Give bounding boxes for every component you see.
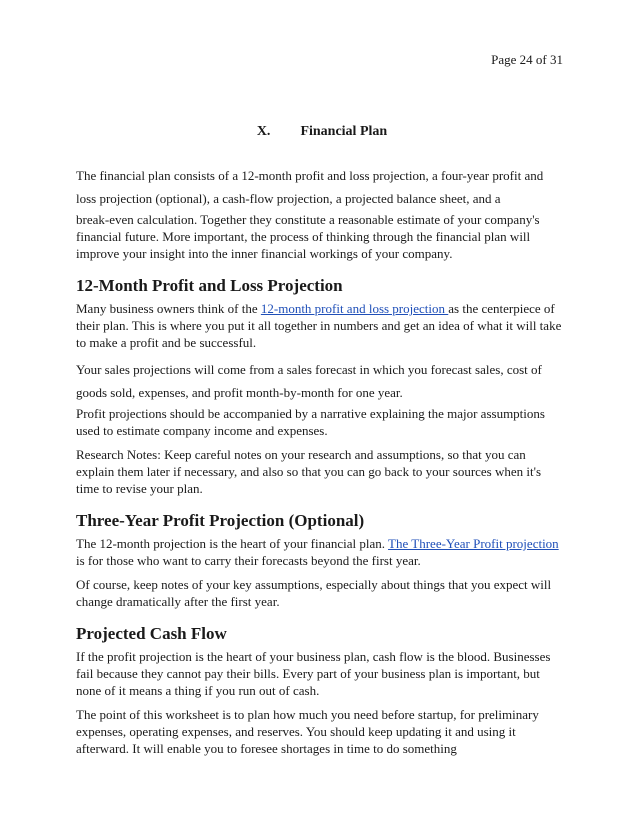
section-number: X. <box>256 124 271 139</box>
three-year-p1-text-b: is for those who want to carry their forecasts beyond the first year. <box>76 553 421 568</box>
pl-p1-text-b: as the centerpiece of their plan. This is where you put it all together in numbers and get an idea of what it will take to make a profit and be successful. <box>76 301 562 350</box>
pl-heading: 12-Month Profit and Loss Projection <box>76 276 343 295</box>
intro-paragraph-b: break-even calculation. Together they constitute a reasonable estimate of your company's financial future. More important, the process of thinking through the financial plan will improve your insight into the inner financial workings of your company. <box>76 212 540 261</box>
page-number: Page 24 of 31 <box>491 52 563 67</box>
three-year-heading: Three-Year Profit Projection (Optional) <box>76 511 365 530</box>
cash-flow-heading: Projected Cash Flow <box>76 624 227 643</box>
three-year-paragraph-2: Of course, keep notes of your key assumptions, especially about things that you expect will change dramatically after the first year. <box>76 577 552 609</box>
pl-paragraph-2: Your sales projections will come from a sales forecast in which you forecast sales, cost of goods sold, expenses, and profit month-by-month for one year. <box>76 362 542 400</box>
pl-p1-text-a: Many business owners think of the <box>76 301 261 316</box>
pl-paragraph-3: Profit projections should be accompanied by a narrative explaining the major assumptions used to estimate company income and expenses. <box>76 406 545 438</box>
pl-paragraph-4: Research Notes: Keep careful notes on your research and assumptions, so that you can explain them later if necessary, and also so that you can go back to your sources when it's time to revise your plan. <box>76 447 542 496</box>
section-title <box>0 124 638 140</box>
three-year-paragraph-1 <box>76 535 566 569</box>
cash-flow-paragraph-2: The point of this worksheet is to plan how much you need before startup, for preliminary expenses, operating expenses, and reserves. You should keep updating it and using it afterward. It will enable you to foresee shortages in time to do something <box>76 707 539 756</box>
pl-paragraph-1 <box>76 300 566 351</box>
three-year-p1-text-a: The 12-month projection is the heart of your financial plan. <box>76 536 389 551</box>
document-body <box>76 164 566 764</box>
intro-paragraph-a: The financial plan consists of a 12-month profit and loss projection, a four-year profit and loss projection (optional), a cash-flow projection, a projected balance sheet, and a <box>76 168 544 206</box>
section-heading: Financial Plan <box>300 124 388 139</box>
three-year-projection-link[interactable]: The Three-Year Profit projection <box>388 536 559 551</box>
pl-projection-link[interactable]: 12-month profit and loss projection <box>260 301 449 316</box>
cash-flow-paragraph-1: If the profit projection is the heart of your business plan, cash flow is the blood. Businesses fail because they cannot pay their bills. Every part of your business plan is important, but none of it means a thing if you run out of cash. <box>76 649 551 698</box>
